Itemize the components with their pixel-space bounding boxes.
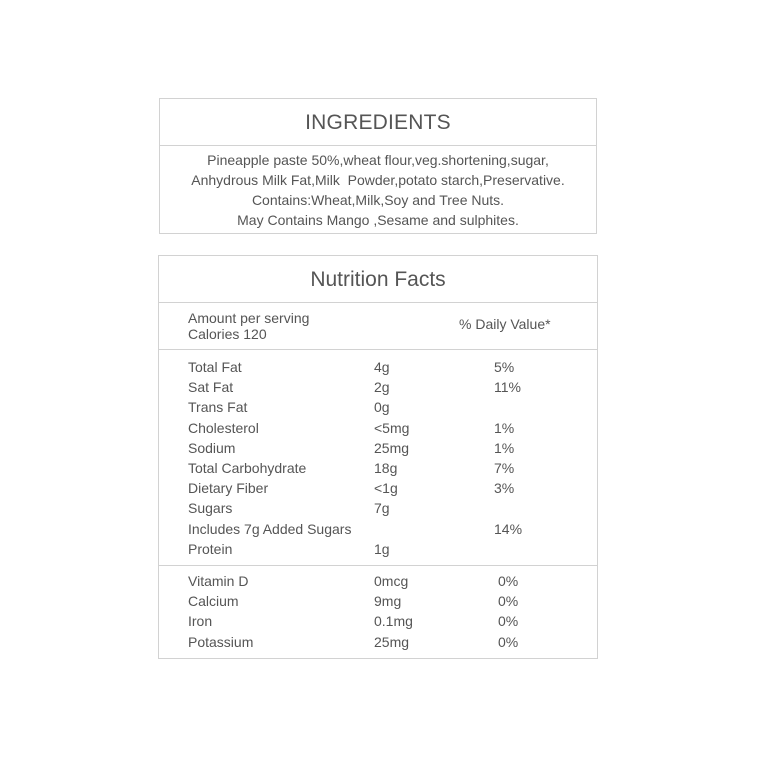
vitamin-amount: 0mcg [374,573,409,589]
nutrient-name: Dietary Fiber [188,480,269,497]
nutrient-amount: 25mg [374,439,410,456]
nutrient-row [159,478,597,498]
nutrient-dv: 11% [494,379,521,396]
nutrient-row [159,377,597,397]
vitamin-name: Iron [188,613,213,630]
nutrient-row [159,438,597,458]
vitamin-row [159,591,597,611]
nutrient-row [159,418,597,438]
calories-label: Calories 120 [188,326,267,342]
nutrient-amount: 2g [374,379,390,396]
vitamin-dv: 0% [498,573,519,589]
nutrient-amount: 18g [374,459,398,476]
nutrients-section [159,350,597,566]
vitamin-amount: 0.1mg [374,613,413,630]
nutrient-amount: 4g [374,359,390,375]
nutrient-dv: 1% [494,419,515,436]
nutrient-name: Sugars [188,500,233,517]
nutrient-amount: 1g [374,540,390,557]
nutrient-amount: 7g [374,500,390,517]
nutrient-row [159,357,597,377]
vitamin-dv: 0% [498,593,519,610]
nutrient-name: Sodium [188,439,236,456]
contains-line: Contains:Wheat,Milk,Soy and Tree Nuts. [251,192,505,208]
ingredients-line: Anhydrous Milk Fat,Milk Powder,potato starch,Preservative. [191,172,565,188]
nutrient-row [159,458,597,478]
nutrient-row [159,397,597,417]
vitamin-name: Calcium [188,593,239,610]
vitamin-name: Vitamin D [188,573,249,589]
nutrient-dv: 7% [494,459,515,476]
vitamin-name: Potassium [188,633,254,650]
vitamin-row [159,571,597,591]
nutrient-row [159,539,597,559]
nutrition-facts-panel [158,255,598,659]
nutrient-row [159,519,597,539]
nutrient-dv: 14% [494,520,523,537]
serving-header [159,303,597,350]
nutrient-name: Total Carbohydrate [188,459,307,476]
ingredients-panel [159,98,597,234]
vitamin-amount: 25mg [374,633,410,650]
nutrient-name: Trans Fat [188,399,248,416]
vitamins-section [159,566,597,652]
may-contain-line: May Contains Mango ,Sesame and sulphites. [237,212,519,228]
ingredients-title: INGREDIENTS [160,99,596,146]
nutrient-dv: 5% [494,359,515,375]
ingredients-line: Pineapple paste 50%,wheat flour,veg.shortening,sugar, [207,152,549,168]
vitamin-dv: 0% [498,613,519,630]
nutrient-name: Sat Fat [188,379,234,396]
nutrient-dv: 1% [494,439,515,456]
ingredients-text [160,146,596,230]
vitamin-row [159,611,597,631]
nutrient-dv: 3% [494,480,515,497]
nutrient-name: Cholesterol [188,419,259,436]
nutrient-name: Total Fat [188,359,242,375]
vitamin-row [159,632,597,652]
vitamin-dv: 0% [498,633,519,650]
amount-per-serving-label: Amount per serving [188,310,310,326]
nutrient-amount: <1g [374,480,398,497]
daily-value-header: % Daily Value* [459,316,551,332]
nutrient-row [159,498,597,518]
nutrient-amount: 0g [374,399,390,416]
nutrient-name: Includes 7g Added Sugars [188,520,352,537]
nutrition-title: Nutrition Facts [159,256,597,303]
serving-info [188,310,309,342]
nutrient-name: Protein [188,540,233,557]
nutrient-amount: <5mg [374,419,410,436]
vitamin-amount: 9mg [374,593,402,610]
